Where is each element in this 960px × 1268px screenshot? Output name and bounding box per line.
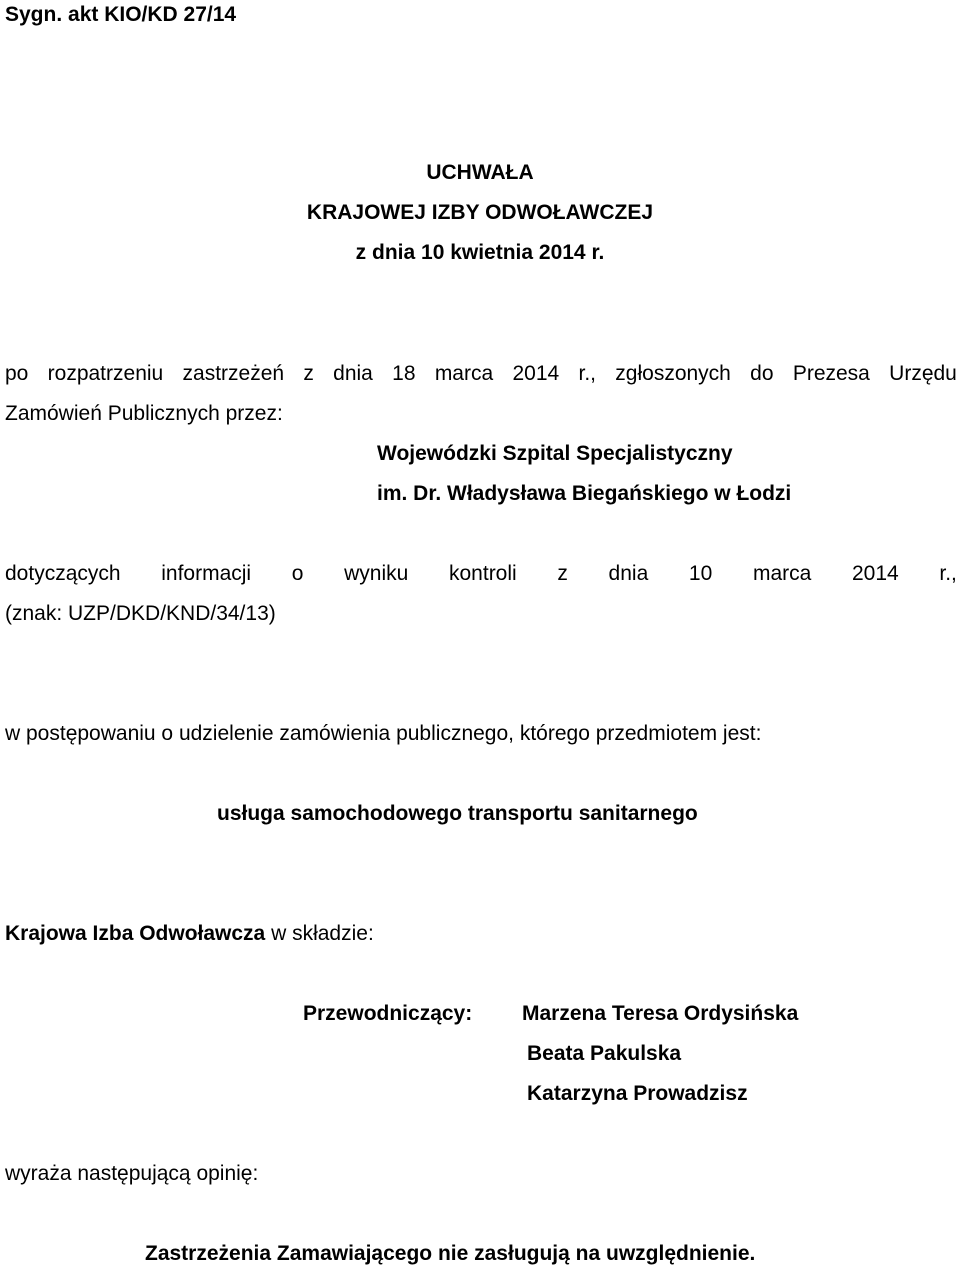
- panel-member-chair: Marzena Teresa Ordysińska: [522, 1002, 799, 1025]
- word: o: [291, 562, 304, 585]
- composition-suffix: w składzie:: [265, 922, 374, 945]
- word: wyniku: [344, 562, 409, 585]
- opinion-intro: wyraża następującą opinię:: [5, 1162, 259, 1185]
- word: dotyczących: [5, 562, 121, 585]
- word: marca: [434, 362, 494, 385]
- procedure-text: w postępowaniu o udzielenie zamówienia publicznego, którego przedmiotem jest:: [5, 722, 762, 745]
- word: do: [750, 362, 774, 385]
- word: po: [5, 362, 29, 385]
- concerning-line-1: [5, 561, 957, 587]
- word: rozpatrzeniu: [47, 362, 164, 385]
- word: z: [303, 362, 314, 385]
- panel-member: Katarzyna Prowadzisz: [527, 1082, 748, 1105]
- word: r.,: [578, 362, 596, 385]
- word: 18: [392, 362, 416, 385]
- case-reference: (znak: UZP/DKD/KND/34/13): [5, 602, 276, 625]
- word: 10: [688, 562, 713, 585]
- word: kontroli: [449, 562, 517, 585]
- word: r.,: [939, 562, 957, 585]
- procurement-subject: usługa samochodowego transportu sanitarnego: [217, 802, 698, 825]
- panel-composition: [5, 921, 374, 947]
- resolution-date: z dnia 10 kwietnia 2014 r.: [355, 241, 605, 264]
- case-signature: Sygn. akt KIO/KD 27/14: [5, 3, 237, 26]
- resolution-title: UCHWAŁA: [426, 161, 534, 184]
- word: dnia: [333, 362, 373, 385]
- word: zastrzeżeń: [182, 362, 285, 385]
- intro-line-2: Zamówień Publicznych przez:: [5, 402, 283, 425]
- word: informacji: [161, 562, 252, 585]
- word: Prezesa: [792, 362, 870, 385]
- intro-line-1: [5, 361, 957, 387]
- chamber-name: KRAJOWEJ IZBY ODWOŁAWCZEJ: [306, 201, 654, 224]
- party-name-continued: im. Dr. Władysława Biegańskiego w Łodzi: [377, 482, 792, 505]
- word: zgłoszonych: [615, 362, 731, 385]
- word: Urzędu: [889, 362, 957, 385]
- opinion-verdict: Zastrzeżenia Zamawiającego nie zasługują na uwzględnienie.: [145, 1242, 756, 1265]
- panel-member: Beata Pakulska: [527, 1042, 682, 1065]
- word: 2014: [851, 562, 899, 585]
- chamber-name-bold: Krajowa Izba Odwoławcza: [5, 922, 266, 945]
- word: z: [557, 562, 568, 585]
- word: marca: [752, 562, 812, 585]
- party-name: Wojewódzki Szpital Specjalistyczny: [377, 442, 733, 465]
- word: dnia: [608, 562, 649, 585]
- chair-label: Przewodniczący:: [303, 1002, 473, 1025]
- word: 2014: [512, 362, 560, 385]
